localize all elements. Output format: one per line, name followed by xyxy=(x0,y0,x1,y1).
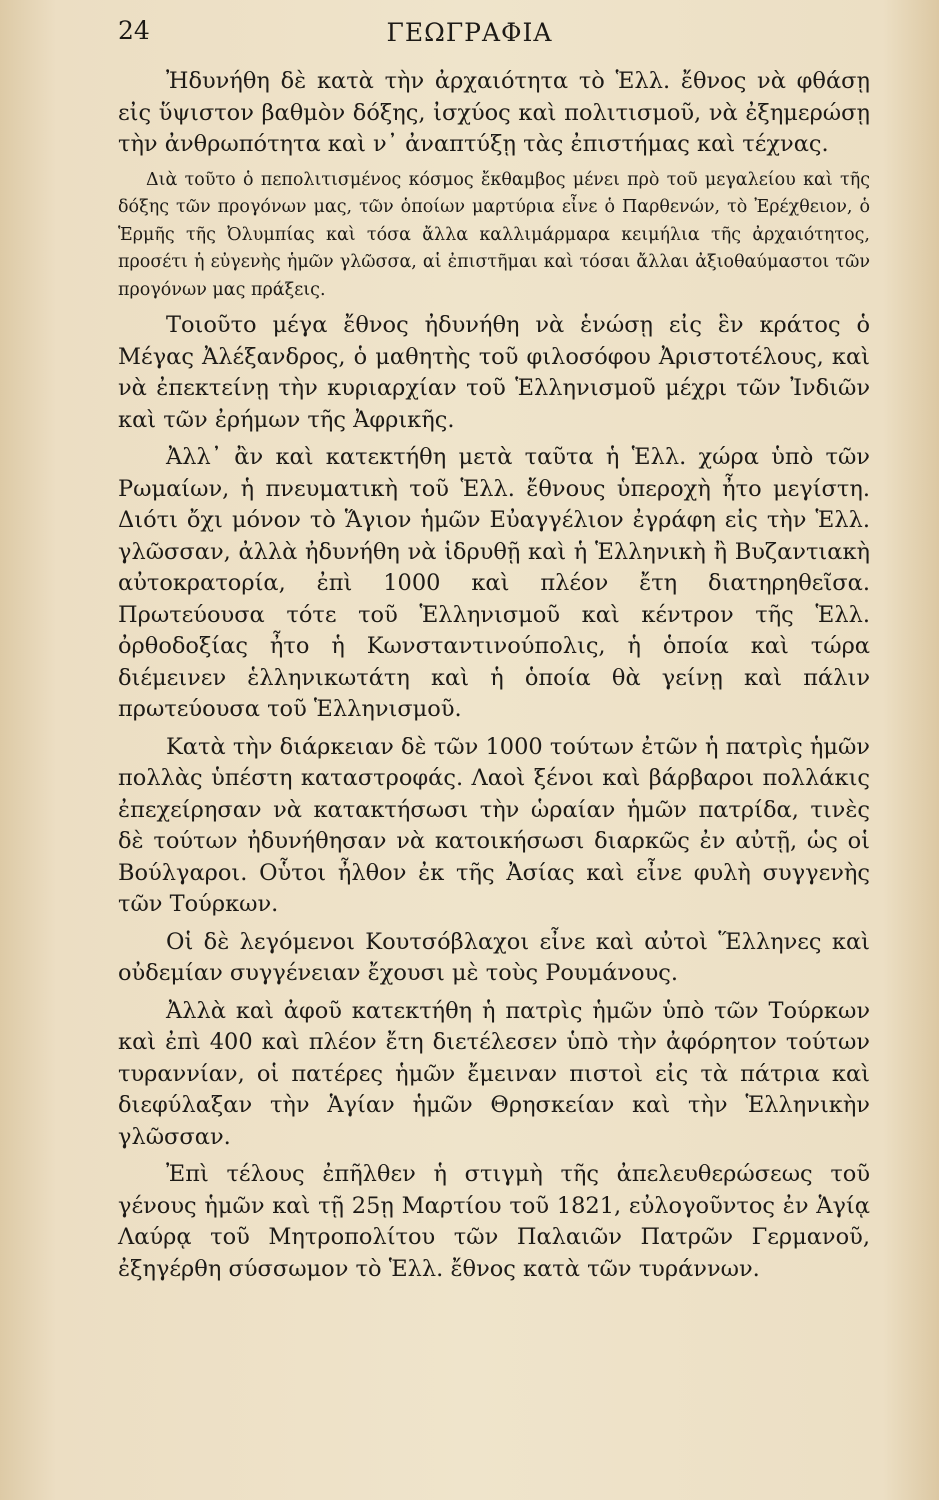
paragraph-5: Κατὰ τὴν διάρκειαν δὲ τῶν 1000 τούτων ἐτῶν ἡ πατρὶς ἡμῶν πολλὰς ὑπέστη καταστροφάς. Λαοὶ ξένοι καὶ βάρβαροι πολλάκις ἐπεχείρησαν νὰ κατακτήσωσι τὴν ὡραίαν ἡμῶν πατρίδα, τινὲς δὲ τούτων ἠδυνήθησαν νὰ κατοικήσωσι διαρκῶς ἐν αὐτῇ, ὡς οἱ Βούλγαροι. Οὗτοι ἦλθον ἐκ τῆς Ἀσίας καὶ εἶνε φυλὴ συγγενὴς τῶν Τούρκων. xyxy=(118,733,870,917)
paragraph-3: Τοιοῦτο μέγα ἔθνος ἠδυνήθη νὰ ἑνώσῃ εἰς ἓν κράτος ὁ Μέγας Ἀλέξανδρος, ὁ μαθητὴς τοῦ φιλοσόφου Ἀριστοτέλους, καὶ νὰ ἐπεκτείνῃ τὴν κυριαρχίαν τοῦ Ἑλληνισμοῦ μέχρι τῶν Ἰνδιῶν καὶ τῶν ἐρήμων τῆς Ἀφρικῆς. xyxy=(118,312,870,433)
paragraph-7: Ἀλλὰ καὶ ἀφοῦ κατεκτήθη ἡ πατρὶς ἡμῶν ὑπὸ τῶν Τούρκων καὶ ἐπὶ 400 καὶ πλέον ἔτη διετέλεσεν ὑπὸ τὴν ἀφόρητον τούτων τυραννίαν, οἱ πατέρες ἡμῶν ἔμειναν πιστοὶ εἰς τὰ πάτρια καὶ διεφύλαξαν τὴν Ἁγίαν ἡμῶν Θρησκείαν καὶ τὴν Ἑλληνικὴν γλῶσσαν. xyxy=(118,997,870,1150)
page-number: 24 xyxy=(118,16,150,45)
paragraph-2-small-print: Διὰ τοῦτο ὁ πεπολιτισμένος κόσμος ἔκθαμβος μένει πρὸ τοῦ μεγαλείου καὶ τῆς δόξης τῶν προγόνων μας, τῶν ὁποίων μαρτύρια εἶνε ὁ Παρθενών, τὸ Ἐρέχθειον, ὁ Ἑρμῆς τῆς Ὀλυμπίας καὶ τόσα ἄλλα καλλιμάρμαρα κειμήλια τῆς ἀρχαιότητος, προσέτι ἡ εὐγενὴς ἡμῶν γλῶσσα, αἱ ἐπιστῆμαι καὶ τόσαι ἄλλαι ἀξιοθαύμαστοι τῶν προγόνων μας πράξεις. xyxy=(118,169,870,300)
paragraph-1: Ἠδυνήθη δὲ κατὰ τὴν ἀρχαιότητα τὸ Ἑλλ. ἔθνος νὰ φθάσῃ εἰς ὕψιστον βαθμὸν δόξης, ἰσχύος καὶ πολιτισμοῦ, νὰ ἐξημερώσῃ τὴν ἀνθρωπότητα καὶ ν᾿ ἀναπτύξῃ τὰς ἐπιστήμας καὶ τέχνας. xyxy=(118,68,870,157)
paragraph-6: Οἱ δὲ λεγόμενοι Κουτσόβλαχοι εἶνε καὶ αὐτοὶ Ἕλληνες καὶ οὐδεμίαν συγγένειαν ἔχουσι μὲ τοὺς Ρουμάνους. xyxy=(118,928,870,986)
paragraph-4: Ἀλλ᾿ ἂν καὶ κατεκτήθη μετὰ ταῦτα ἡ Ἑλλ. χώρα ὑπὸ τῶν Ρωμαίων, ἡ πνευματικὴ τοῦ Ἑλλ. ἔθνους ὑπεροχὴ ἦτο μεγίστη. Διότι ὄχι μόνον τὸ Ἅγιον ἡμῶν Εὐαγγέλιον ἐγράφη εἰς τὴν Ἑλλ. γλῶσσαν, ἀλλὰ ἠδυνήθη νὰ ἱδρυθῇ καὶ ἡ Ἑλληνικὴ ἢ Βυζαντιακὴ αὐτοκρατορία, ἐπὶ 1000 καὶ πλέον ἔτη διατηρηθεῖσα. Πρωτεύουσα τότε τοῦ Ἑλληνισμοῦ καὶ κέντρον τῆς Ἑλλ. ὀρθοδοξίας ἦτο ἡ Κωνσταντινούπολις, ἡ ὁποία καὶ τώρα διέμεινεν ἑλληνικωτάτη καὶ ἡ ὁποία θὰ γείνῃ καὶ πάλιν πρωτεύουσα τοῦ Ἑλληνισμοῦ. xyxy=(118,444,870,722)
running-title: ΓΕΩΓΡΑΦΙΑ xyxy=(386,18,553,47)
paragraph-8: Ἐπὶ τέλους ἐπῆλθεν ἡ στιγμὴ τῆς ἀπελευθερώσεως τοῦ γένους ἡμῶν καὶ τῇ 25ῃ Μαρτίου τοῦ 1821, εὐλογοῦντος ἐν Ἁγίᾳ Λαύρᾳ τοῦ Μητροπολίτου τῶν Παλαιῶν Πατρῶν Γερμανοῦ, ἐξηγέρθη σύσσωμον τὸ Ἑλλ. ἔθνος κατὰ τῶν τυράννων. xyxy=(118,1161,870,1282)
page-body xyxy=(118,66,870,1291)
